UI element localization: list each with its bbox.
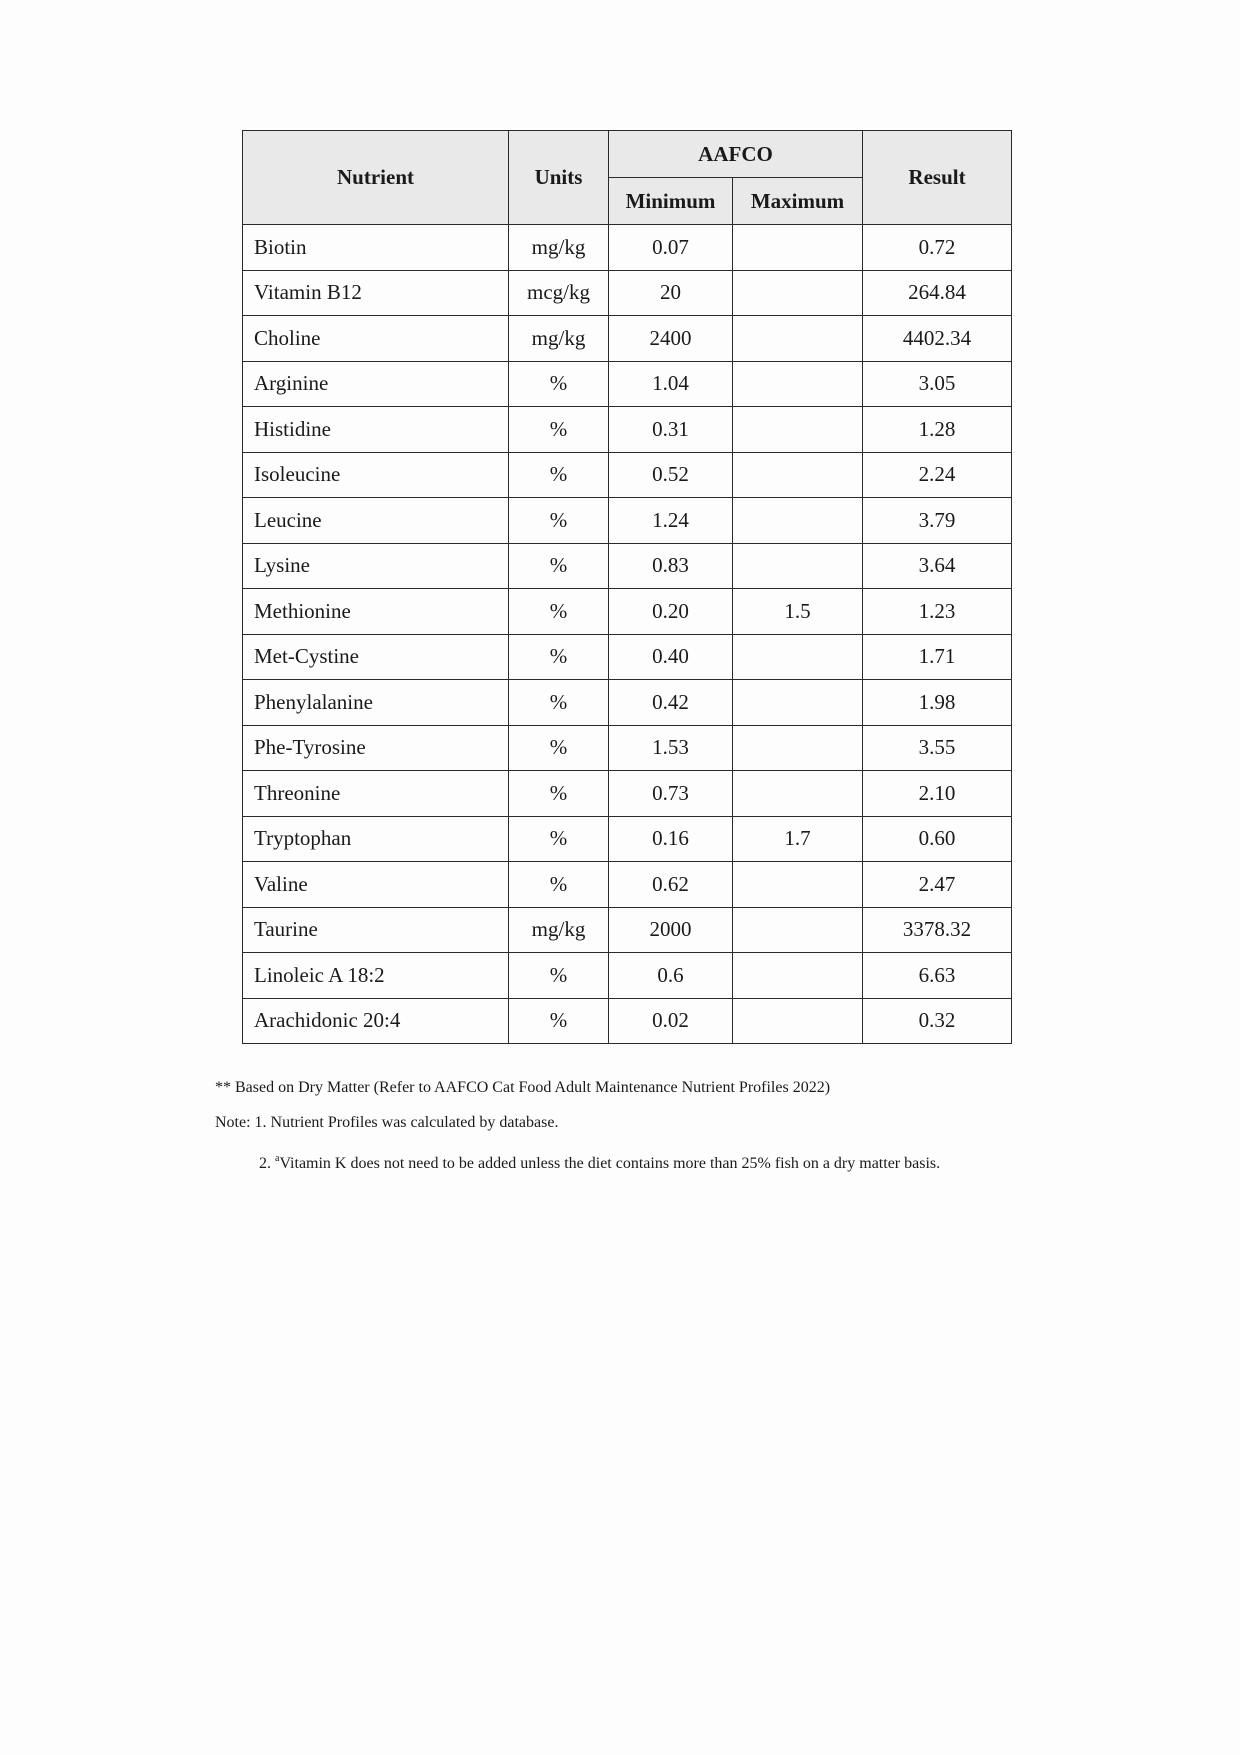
cell-nutrient: Isoleucine [243,452,509,498]
cell-maximum [733,452,863,498]
header-nutrient: Nutrient [243,131,509,225]
cell-units: % [509,862,609,908]
cell-result: 2.10 [863,771,1012,817]
table-row [243,407,1012,453]
table-body [243,225,1012,1044]
cell-units: % [509,543,609,589]
table-row [243,361,1012,407]
cell-nutrient: Threonine [243,771,509,817]
footnotes [215,1078,940,1174]
cell-maximum [733,953,863,999]
cell-minimum: 0.16 [609,816,733,862]
table-row [243,725,1012,771]
cell-minimum: 0.40 [609,634,733,680]
cell-units: % [509,680,609,726]
cell-maximum [733,771,863,817]
vitamin-k-note-number: 2. [259,1155,271,1172]
cell-minimum: 0.52 [609,452,733,498]
cell-nutrient: Lysine [243,543,509,589]
cell-units: % [509,725,609,771]
table-row [243,589,1012,635]
cell-nutrient: Biotin [243,225,509,271]
table-row [243,543,1012,589]
cell-units: % [509,998,609,1044]
cell-nutrient: Phenylalanine [243,680,509,726]
cell-minimum: 0.42 [609,680,733,726]
cell-result: 3.79 [863,498,1012,544]
table-row [243,953,1012,999]
dry-matter-note: ** Based on Dry Matter (Refer to AAFCO Cat Food Adult Maintenance Nutrient Profiles 2022) [215,1079,831,1096]
cell-minimum: 1.04 [609,361,733,407]
table-row [243,816,1012,862]
table-row [243,862,1012,908]
table-row [243,270,1012,316]
cell-nutrient: Choline [243,316,509,362]
cell-minimum: 0.31 [609,407,733,453]
cell-units: % [509,589,609,635]
cell-maximum [733,725,863,771]
cell-maximum [733,225,863,271]
table-row [243,634,1012,680]
cell-result: 0.60 [863,816,1012,862]
table-row [243,998,1012,1044]
cell-result: 0.32 [863,998,1012,1044]
cell-maximum [733,316,863,362]
cell-result: 2.47 [863,862,1012,908]
cell-units: % [509,953,609,999]
footnote-marker: a [275,1153,280,1164]
cell-nutrient: Leucine [243,498,509,544]
cell-minimum: 0.62 [609,862,733,908]
cell-maximum [733,634,863,680]
cell-result: 2.24 [863,452,1012,498]
header-minimum: Minimum [609,178,733,225]
cell-nutrient: Tryptophan [243,816,509,862]
cell-maximum: 1.7 [733,816,863,862]
cell-result: 1.23 [863,589,1012,635]
table-row [243,225,1012,271]
cell-maximum [733,407,863,453]
cell-result: 4402.34 [863,316,1012,362]
nutrient-table [242,130,1012,1044]
cell-result: 264.84 [863,270,1012,316]
cell-nutrient: Arginine [243,361,509,407]
cell-result: 3378.32 [863,907,1012,953]
cell-units: % [509,407,609,453]
cell-minimum: 2400 [609,316,733,362]
cell-result: 3.05 [863,361,1012,407]
header-aafco: AAFCO [609,131,863,178]
cell-maximum [733,680,863,726]
cell-minimum: 0.02 [609,998,733,1044]
table-row [243,907,1012,953]
cell-minimum: 0.07 [609,225,733,271]
cell-units: % [509,771,609,817]
table-row [243,771,1012,817]
cell-maximum [733,270,863,316]
cell-minimum: 1.24 [609,498,733,544]
cell-nutrient: Phe-Tyrosine [243,725,509,771]
cell-maximum: 1.5 [733,589,863,635]
cell-maximum [733,998,863,1044]
cell-units: % [509,452,609,498]
cell-minimum: 1.53 [609,725,733,771]
cell-units: mg/kg [509,316,609,362]
vitamin-k-note [215,1149,940,1174]
cell-minimum: 2000 [609,907,733,953]
cell-units: % [509,816,609,862]
cell-minimum: 20 [609,270,733,316]
cell-units: % [509,498,609,544]
cell-result: 0.72 [863,225,1012,271]
header-result: Result [863,131,1012,225]
cell-maximum [733,907,863,953]
cell-result: 1.98 [863,680,1012,726]
cell-minimum: 0.83 [609,543,733,589]
cell-result: 6.63 [863,953,1012,999]
cell-nutrient: Arachidonic 20:4 [243,998,509,1044]
cell-nutrient: Met-Cystine [243,634,509,680]
cell-minimum: 0.6 [609,953,733,999]
cell-nutrient: Valine [243,862,509,908]
table-header [243,131,1012,225]
header-units: Units [509,131,609,225]
cell-result: 1.28 [863,407,1012,453]
cell-units: % [509,634,609,680]
cell-nutrient: Linoleic A 18:2 [243,953,509,999]
cell-nutrient: Taurine [243,907,509,953]
cell-maximum [733,498,863,544]
cell-minimum: 0.20 [609,589,733,635]
cell-nutrient: Histidine [243,407,509,453]
table-row [243,452,1012,498]
table-row [243,316,1012,362]
cell-result: 1.71 [863,634,1012,680]
database-note: Note: 1. Nutrient Profiles was calculated by database. [215,1114,559,1131]
cell-units: % [509,361,609,407]
header-maximum: Maximum [733,178,863,225]
table-row [243,680,1012,726]
cell-minimum: 0.73 [609,771,733,817]
cell-maximum [733,862,863,908]
cell-nutrient: Vitamin B12 [243,270,509,316]
vitamin-k-note-text: Vitamin K does not need to be added unless the diet contains more than 25% fish on a dry matter basis. [279,1155,941,1172]
cell-result: 3.55 [863,725,1012,771]
cell-nutrient: Methionine [243,589,509,635]
cell-units: mg/kg [509,225,609,271]
cell-result: 3.64 [863,543,1012,589]
cell-units: mg/kg [509,907,609,953]
cell-maximum [733,543,863,589]
cell-units: mcg/kg [509,270,609,316]
cell-maximum [733,361,863,407]
table-row [243,498,1012,544]
